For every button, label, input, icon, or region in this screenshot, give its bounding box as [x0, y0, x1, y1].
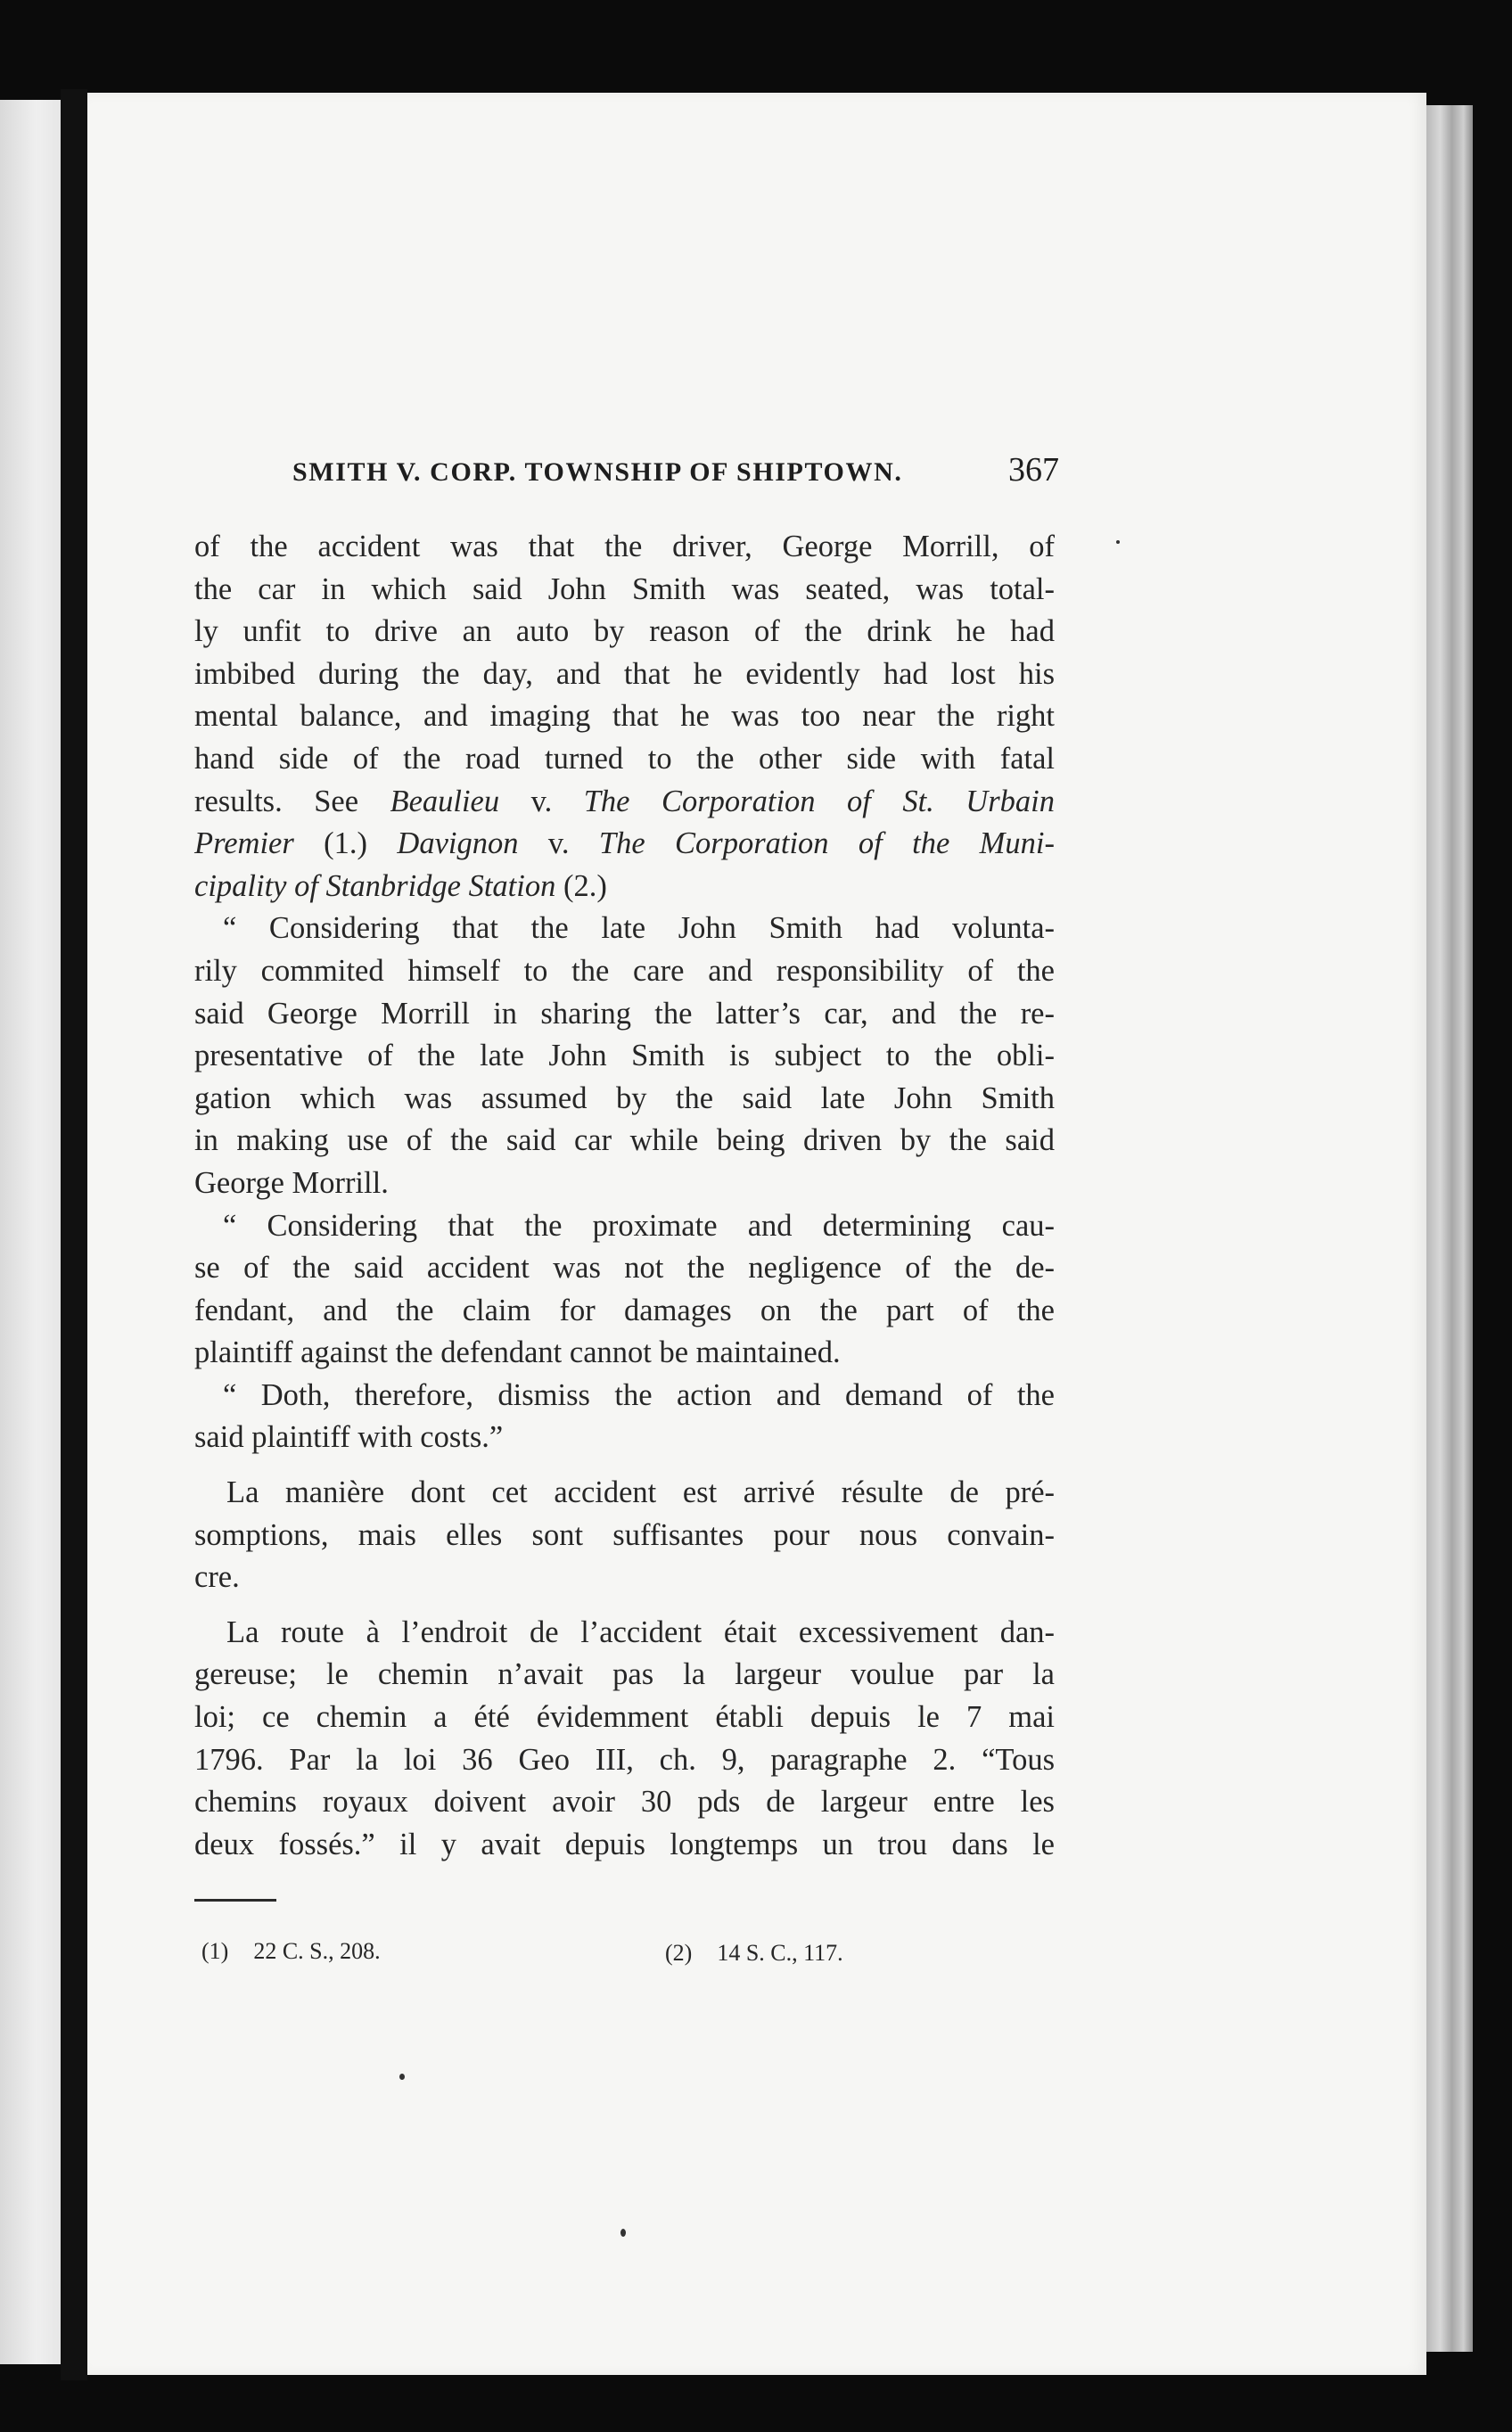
text-line: plaintiff against the defendant cannot be maintained. [194, 1335, 841, 1370]
text-line: ly unfit to drive an auto by reason of the drink he had [194, 614, 1055, 649]
text-line: se of the said accident was not the negligence of the de- [194, 1251, 1055, 1286]
book-gutter [61, 89, 87, 2380]
text-line: imbibed during the day, and that he evidently had lost his [194, 656, 1055, 691]
footnotes [201, 1938, 968, 1974]
text-line: mental balance, and imaging that he was too near the right [194, 699, 1055, 734]
case-party: The Corporation of the Muni- [598, 826, 1055, 861]
text-line: La manière dont cet accident est arrivé résulte de pré- [226, 1475, 1055, 1510]
text-line: fendant, and the claim for damages on the part of the [194, 1293, 1055, 1327]
footnote-ref: (2.) [555, 868, 607, 903]
footnote-rule [194, 1899, 276, 1902]
text-line: presentative of the late John Smith is subject to the obli- [194, 1039, 1055, 1073]
text-line: rily commited himself to the care and responsibility of the [194, 953, 1055, 988]
text-line: the car in which said John Smith was seated, was total- [194, 571, 1055, 606]
text-line: said plaintiff with costs.” [194, 1420, 504, 1455]
text-line: deux fossés.” il y avait depuis longtemps un trou dans le [194, 1827, 1055, 1861]
footnote-text: 14 S. C., 117. [717, 1940, 843, 1966]
case-party: The Corporation of St. Urbain [583, 784, 1055, 818]
text-line: gation which was assumed by the said late John Smith [194, 1080, 1055, 1115]
text-line: 1796. Par la loi 36 Geo III, ch. 9, paragraphe 2. “Tous [194, 1742, 1055, 1777]
footnote-1 [201, 1938, 381, 1965]
versus: v. [518, 826, 599, 861]
footnote-text: 22 C. S., 208. [253, 1938, 381, 1964]
running-head [292, 450, 1059, 495]
footnote-marker: (1) [201, 1938, 229, 1964]
case-name: Davignon [397, 826, 519, 861]
footnote-ref: (1.) [293, 826, 398, 861]
case-party-cont: Premier [194, 826, 294, 861]
text-line: of the accident was that the driver, George Morrill, of [194, 530, 1055, 563]
text-fragment: results. See [194, 784, 390, 818]
body-text [194, 526, 1055, 1866]
page-stack-edge [1426, 105, 1473, 2352]
footnote-2 [665, 1940, 843, 1967]
case-party-cont: cipality of Stanbridge Station [194, 868, 556, 903]
text-line: La route à l’endroit de l’accident était excessivement dan- [226, 1614, 1055, 1649]
ink-speck [1116, 540, 1120, 544]
text-line-citation [194, 823, 1055, 866]
page-number: 367 [1008, 451, 1059, 489]
text-line: chemins royaux doivent avoir 30 pds de largeur entre les [194, 1785, 1055, 1820]
facing-page-edge [0, 100, 61, 2364]
text-line: somptions, mais elles sont suffisantes pour nous convain- [194, 1517, 1055, 1552]
text-line: cre. [194, 1560, 240, 1595]
case-name: Beaulieu [390, 784, 500, 818]
footnote-marker: (2) [665, 1940, 693, 1966]
text-line-citation [194, 866, 1055, 908]
text-line: George Morrill. [194, 1165, 389, 1200]
text-line: “ Considering that the proximate and determining cau- [223, 1208, 1055, 1243]
text-line: hand side of the road turned to the other side with fatal [194, 741, 1055, 776]
ink-speck [399, 2074, 405, 2080]
text-line: said George Morrill in sharing the latter’s car, and the re- [194, 996, 1055, 1031]
running-title: SMITH V. CORP. TOWNSHIP OF SHIPTOWN. [292, 457, 903, 487]
text-line-citation [194, 781, 1055, 824]
text-line: “ Considering that the late John Smith had volunta- [223, 911, 1055, 946]
text-line: gereuse; le chemin n’avait pas la largeur voulue par la [194, 1657, 1055, 1692]
ink-speck [620, 2229, 626, 2237]
versus: v. [499, 784, 584, 818]
text-line: loi; ce chemin a été évidemment établi depuis le 7 mai [194, 1700, 1055, 1735]
text-line: in making use of the said car while being driven by the said [194, 1123, 1055, 1158]
text-line: “ Doth, therefore, dismiss the action and demand of the [223, 1377, 1055, 1412]
